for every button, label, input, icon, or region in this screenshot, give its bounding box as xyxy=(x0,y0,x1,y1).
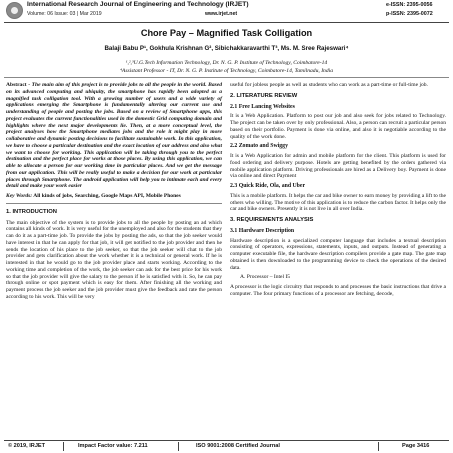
section-heading-introduction: 1. INTRODUCTION xyxy=(6,208,57,215)
footer-separator xyxy=(378,442,379,451)
list-item-processor: A. Processor – Intel I5 xyxy=(240,274,291,281)
e-issn: e-ISSN: 2395-0056 xyxy=(386,2,433,8)
section-heading-requirements: 3. REQUIREMENTS ANALYSIS xyxy=(230,217,314,223)
quick-ride-text: This is a mobile platform. It helps the car and bike owner to earn money by providing a lift to the others who willing. The motive of this application is to reduce the carbon factor. It helps only the car and bike owners. Presently it is not live in all over India. xyxy=(230,192,446,213)
footer-separator xyxy=(178,442,179,451)
abstract-divider xyxy=(6,203,222,204)
introduction-continued: useful for jobless people as well as students who can work as a part-time or full-time job. xyxy=(230,82,428,88)
abstract xyxy=(6,82,222,190)
keywords-text: All kinds of jobs, Searching, Google Maps API, Mobile Phones xyxy=(33,193,181,199)
abstract-text: The main aim of this project is to provide jobs to all the people in the world. Based on its advanced computing and ubiquity, the smartphone has rapidly been adopted as a magnified task colligation tool. With a growing number of users and a wide variety of applications emerging the Smartphone is fundamentally altering our current use and understanding of people and posting the jobs. Based on a review of Smartphone apps, this project evaluates the current functionalities used in the domestic Grid computing domain and highlights where the next major developments lie. Then, at a more conceptual level, the project analyses how the Smartphone mediates jobs and the role it might play in more collaborative and dynamic posting decisions to facilitate sustainable work. In this application, we have to choose a particular destination and the exact location of our address and also what we want to choose for working. This application will be taking through you to the perfect destination and the perfect place for works at those places. By using this application, we can able to allocate a person for our working time in particular places. And we get the message from our application. This will be really useful to make a decision for our work at particular places through Smartphone. The android application will help you to intimate each and every detail and make your work easier xyxy=(6,82,223,190)
free-lancing-text: It is a Web Application. Platform to post our job and also seek for jobs related to Technology. The project can be taken over by only professional. Also, a person can recruit a particular person based on their portfolio. Payment is done via online, and also it is negotiable according to the quality of the work done. xyxy=(230,113,446,140)
subheading-free-lancing: 2.1 Free Lancing Websites xyxy=(230,103,295,110)
volume-issue: Volume: 06 Issue: 03 | Mar 2019 xyxy=(27,11,102,17)
processor-text: A processor is the logic circuitry that responds to and processes the basic instructions that drive a computer. The four primary functions of a processor are fetching, decode, xyxy=(230,284,446,297)
journal-header xyxy=(0,0,453,24)
journal-name: International Research Journal of Engineering and Technology (IRJET) xyxy=(27,1,249,8)
title-divider xyxy=(4,77,449,78)
footer-iso: ISO 9001:2008 Certified Journal xyxy=(196,443,280,449)
paper-title: Chore Pay – Magnified Task Colligation xyxy=(140,28,313,38)
irjet-logo-icon xyxy=(6,2,23,19)
affiliation-2: ⁴Assistant Professor - IT, Dr. N. G. P. Institute of Technology, Coimbatore-14, Tamilnadu, India xyxy=(119,68,333,74)
footer-impact-factor: Impact Factor value: 7.211 xyxy=(78,443,148,449)
footer-divider xyxy=(4,440,449,441)
subheading-zomato-swiggy: 2.2 Zomato and Swiggy xyxy=(230,143,288,150)
subheading-hardware: 3.1 Hardware Description xyxy=(230,227,295,234)
header-divider xyxy=(4,22,449,23)
hardware-text: Hardware description is a specialized computer language that includes a textual description consisting of operators, expressions, statements, inputs, and outputs. Instead of generating a computer executable file, the hardware description compilers provide a gate map. The gate map obtained is then downloaded to the programming device to check the operations of the desired data. xyxy=(230,237,446,271)
journal-website-link[interactable]: www.irjet.net xyxy=(205,11,238,17)
section-heading-literature-review: 2. LITERATURE REVIEW xyxy=(230,92,298,99)
left-column xyxy=(6,82,222,304)
footer-copyright: © 2019, IRJET xyxy=(8,443,46,449)
footer-separator xyxy=(63,442,64,451)
zomato-swiggy-text: It is a Web Application for admin and mobile platform for the client. This platform is used for food ordering and delivery purpose. Hotels are getting benefited by the orders gathered via mobile application platform. Driving professionals are hired as a Delivery boy. Payment is done via online and direct Payment xyxy=(230,153,446,180)
paper-authors: Balaji Babu P¹, Gokhula Krishnan G², Sibichakkaravarthi T³, Ms. M. Sree Rajeswari⁴ xyxy=(104,45,349,52)
keywords-label: Key Words: xyxy=(6,193,33,199)
subheading-quick-ride: 2.3 Quick Ride, Ola, and Uber xyxy=(230,183,306,189)
abstract-label: Abstract - xyxy=(6,82,31,88)
keywords xyxy=(6,193,222,200)
affiliation-1: ¹,²,³U.G.Tech Information Technology, Dr. N. G. P. Institute of Technology, Coimbatore-14 xyxy=(125,60,328,66)
p-issn: p-ISSN: 2395-0072 xyxy=(386,11,433,17)
footer-page-number: Page 3416 xyxy=(402,443,430,449)
introduction-text: The main objective of the system is to provide jobs to all the people by posting an ad which contains all kinds of work. It is very useful for the unemployed and also for the students that they can do it as a part-time job. To provide the jobs by posting the ads, so that the job seeker would have interest in that he can apply for that job, it will get notified to the job provider and then he sends the location of his place to the job seeker, so that the job seeker will chat to the job provider and gets clarification about the work whether it is a technical or general work. If he is interested in that he would go to the job provider place and starts working. According to the working time and completion of the work, the job seeker can ask for the best price for his work so that the job provider will give the salary to the person if he is satisfied with it. So, he can pay through online or spot payment which is easy for them. After finishing all the working and payment process the job seeker and the job provider must give the feedback and rate the person according to his work. This will be very xyxy=(6,219,222,300)
right-column xyxy=(230,82,446,301)
